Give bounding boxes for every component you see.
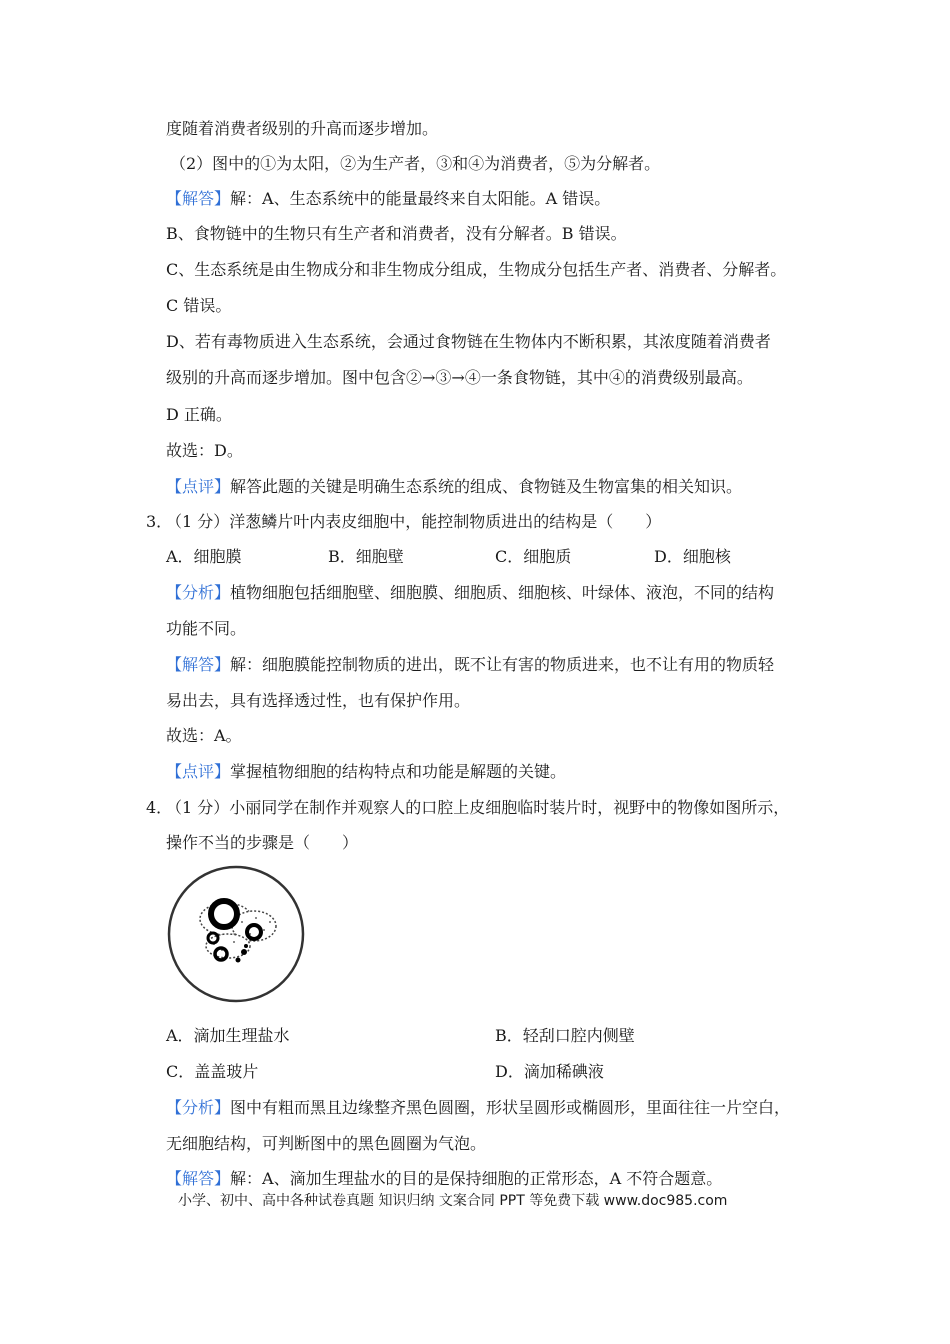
question-stem: （1 分）洋葱鳞片叶内表皮细胞中，能控制物质进出的结构是（ ）: [166, 512, 662, 531]
text-line: B、食物链中的生物只有生产者和消费者，没有分解者。B 错误。: [166, 224, 627, 243]
comment-tag: 【点评】: [166, 477, 231, 496]
answer-text: 解：细胞膜能控制物质的进出，既不让有害的物质进来，也不让有用的物质轻: [230, 655, 775, 674]
analysis-line: [166, 582, 774, 604]
answer-tag: 【解答】: [166, 1169, 231, 1188]
page-footer: 小学、初中、高中各种试卷真题 知识归纳 文案合同 PPT 等免费下载 www.doc985.com: [178, 1193, 728, 1209]
answer-line: [166, 188, 610, 210]
comment-line: [166, 761, 566, 783]
option-d: D．滴加稀碘液: [495, 1062, 604, 1081]
comment-text: 解答此题的关键是明确生态系统的组成、食物链及生物富集的相关知识。: [230, 477, 743, 496]
analysis-tag: 【分析】: [166, 1098, 231, 1117]
text-line: D 正确。: [166, 405, 232, 424]
option-c: C．盖盖玻片: [166, 1062, 259, 1081]
text-line: 故选：D。: [166, 441, 243, 460]
microscope-field-image: [166, 864, 306, 1004]
answer-line: [166, 654, 774, 676]
comment-tag: 【点评】: [166, 762, 231, 781]
text-line: D、若有毒物质进入生态系统，会通过食物链在生物体内不断积累，其浓度随着消费者: [166, 332, 771, 351]
choice-line: 故选：A。: [166, 726, 242, 745]
option-a: A．滴加生理盐水: [166, 1026, 290, 1045]
answer-line: [166, 1168, 722, 1190]
comment-text: 掌握植物细胞的结构特点和功能是解题的关键。: [230, 762, 567, 781]
option-b: B．细胞壁: [328, 547, 404, 566]
question-number: 3．: [146, 512, 173, 531]
question-number: 4．: [146, 798, 173, 817]
option-c: C．细胞质: [495, 547, 572, 566]
option-a: A．细胞膜: [166, 547, 242, 566]
text-line: 无细胞结构，可判断图中的黑色圆圈为气泡。: [166, 1134, 487, 1153]
text-line: C、生态系统是由生物成分和非生物成分组成，生物成分包括生产者、消费者、分解者。: [166, 260, 787, 279]
text-line: 度随着消费者级别的升高而逐步增加。: [166, 119, 439, 138]
analysis-line: [166, 1097, 790, 1119]
analysis-text: 植物细胞包括细胞壁、细胞膜、细胞质、细胞核、叶绿体、液泡，不同的结构: [230, 583, 775, 602]
text-line: 易出去，具有选择透过性，也有保护作用。: [166, 691, 471, 710]
analysis-text: 图中有粗而黑且边缘整齐黑色圆圈，形状呈圆形或椭圆形，里面往往一片空白，: [230, 1098, 791, 1117]
text-line: C 错误。: [166, 296, 232, 315]
text-line: 级别的升高而逐步增加。图中包含②→③→④一条食物链，其中④的消费级别最高。: [166, 368, 753, 387]
question-stem: （1 分）小丽同学在制作并观察人的口腔上皮细胞临时装片时，视野中的物像如图所示，: [166, 798, 790, 817]
question-stem: 操作不当的步骤是（ ）: [166, 833, 359, 852]
comment-line: [166, 476, 742, 498]
option-d: D．细胞核: [654, 547, 731, 566]
answer-tag: 【解答】: [166, 655, 231, 674]
answer-text: 解：A、生态系统中的能量最终来自太阳能。A 错误。: [230, 189, 611, 208]
analysis-tag: 【分析】: [166, 583, 231, 602]
text-line: 功能不同。: [166, 619, 247, 638]
answer-tag: 【解答】: [166, 189, 231, 208]
text-line: （2）图中的①为太阳，②为生产者，③和④为消费者，⑤为分解者。: [170, 154, 661, 173]
option-b: B．轻刮口腔内侧壁: [495, 1026, 635, 1045]
answer-text: 解：A、滴加生理盐水的目的是保持细胞的正常形态，A 不符合题意。: [230, 1169, 723, 1188]
